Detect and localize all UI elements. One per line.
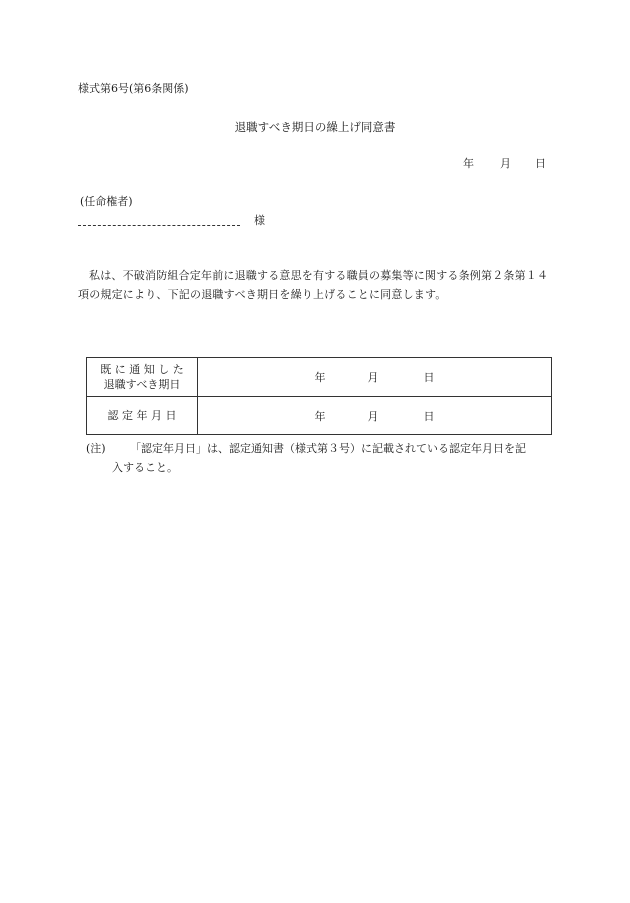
form-number: 様式第6号(第6条関係) <box>78 82 189 95</box>
date-day: 日 <box>535 157 546 170</box>
table-row-notified-date <box>87 358 552 397</box>
consent-statement: 私は、不破消防組合定年前に退職する意思を有する職員の募集等に関する条例第２条第１４項の規定により、下記の退職すべき期日を繰り上げることに同意します。 <box>78 269 549 301</box>
notified-date-label-line1: 既 に 通 知 し た <box>100 363 184 376</box>
addressee-blank-line <box>78 225 240 226</box>
dates-table <box>86 357 552 435</box>
footnote-mark: (注) <box>86 442 106 455</box>
footnote-line1: 「認定年月日」は、認定通知書（様式第３号）に記載されている認定年月日を記 <box>130 442 526 455</box>
certified-year: 年 <box>314 409 326 423</box>
footnote-line2: 入すること。 <box>112 461 178 474</box>
notified-month: 月 <box>367 371 379 384</box>
certified-month: 月 <box>367 409 379 423</box>
date-year: 年 <box>463 157 474 170</box>
notified-date-label <box>87 358 198 397</box>
document-date <box>463 155 546 171</box>
notified-year: 年 <box>314 371 326 384</box>
document-title: 退職すべき期日の繰上げ同意書 <box>234 120 396 134</box>
addressee-honorific: 様 <box>254 214 265 227</box>
appointer-label: (任命権者) <box>80 195 133 208</box>
notified-day: 日 <box>423 371 435 384</box>
notified-date-label-line2: 退職すべき期日 <box>103 378 181 391</box>
certified-date-value <box>198 397 552 435</box>
date-month: 月 <box>500 157 511 170</box>
table-row-certified-date <box>87 397 552 435</box>
certified-day: 日 <box>423 409 435 423</box>
notified-date-value <box>198 358 552 397</box>
certified-date-label: 認 定 年 月 日 <box>87 397 198 435</box>
